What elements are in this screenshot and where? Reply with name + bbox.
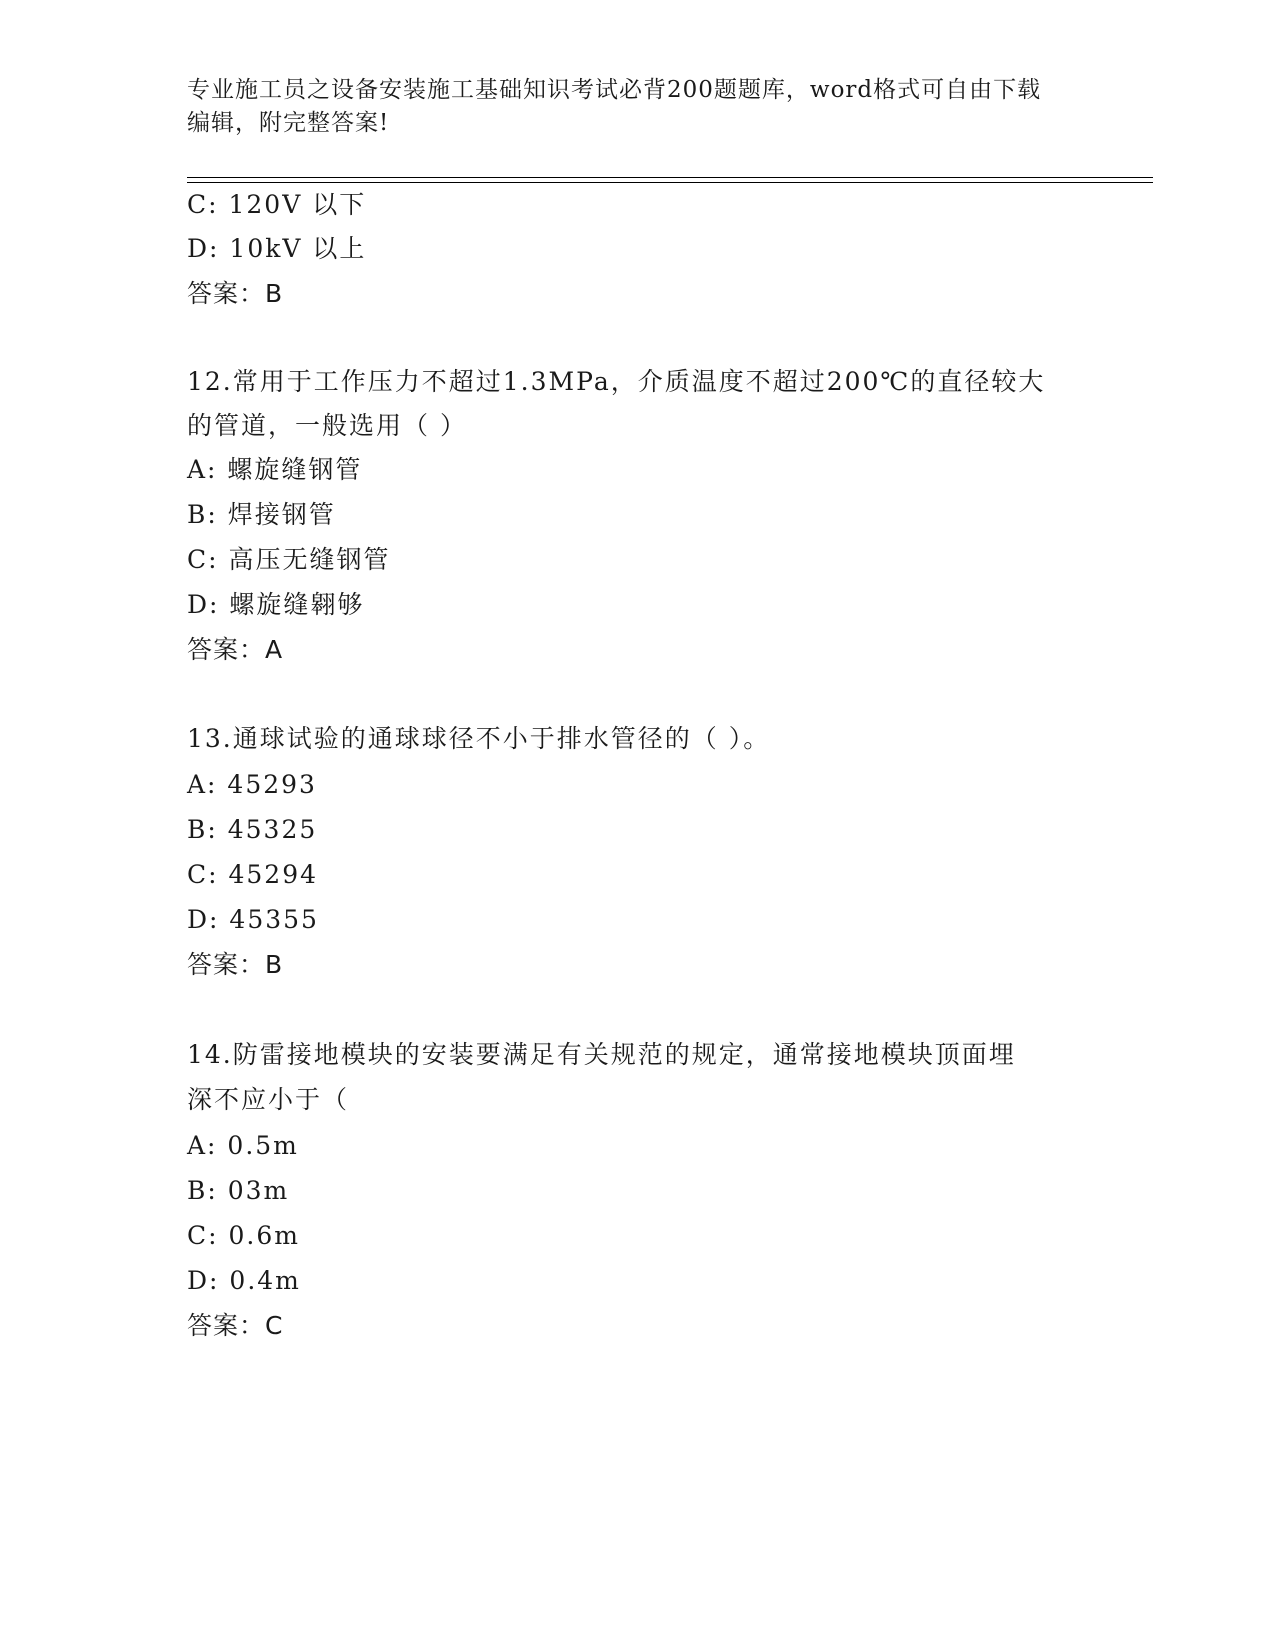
option-b: B: 03m (187, 1176, 290, 1205)
option-c: C: 45294 (187, 860, 319, 889)
option-a: A: 0.5m (187, 1131, 299, 1160)
answer-line: 答案：A (187, 635, 284, 664)
question-stem: 14.防雷接地模块的安装要满足有关规范的规定，通常接地模块顶面埋 (187, 1040, 1016, 1069)
page-title (187, 74, 1087, 140)
page-title-line-2: 编辑，附完整答案! (187, 110, 390, 136)
option-a: A: 45293 (187, 770, 317, 799)
option-d: D: 螺旋缝翱够 (187, 590, 365, 619)
answer-line: 答案：C (187, 1311, 284, 1340)
answer-line: 答案：B (187, 279, 284, 308)
option-c: C: 0.6m (187, 1221, 300, 1250)
option-d: D: 45355 (187, 905, 319, 934)
page-title-line-1: 专业施工员之设备安装施工基础知识考试必背200题题库，word格式可自由下载 (187, 77, 1042, 103)
option-c: C: 120V 以下 (187, 190, 367, 219)
answer-line: 答案：B (187, 950, 284, 979)
question-stem: 12.常用于工作压力不超过1.3MPa，介质温度不超过200℃的直径较大 (187, 367, 1046, 396)
option-d: D: 0.4m (187, 1266, 301, 1295)
option-d: D: 10kV 以上 (187, 234, 367, 263)
header-divider-top (187, 177, 1153, 178)
question-stem-continued: 的管道，一般选用（ ） (187, 411, 467, 440)
question-stem-continued: 深不应小于（ (187, 1085, 350, 1114)
option-c: C: 高压无缝钢管 (187, 545, 391, 574)
question-stem: 13.通球试验的通球球径不小于排水管径的（ ）。 (187, 724, 771, 753)
header-divider-bottom (187, 182, 1153, 183)
option-b: B: 45325 (187, 815, 318, 844)
option-b: B: 焊接钢管 (187, 500, 336, 529)
option-a: A: 螺旋缝钢管 (187, 455, 363, 484)
